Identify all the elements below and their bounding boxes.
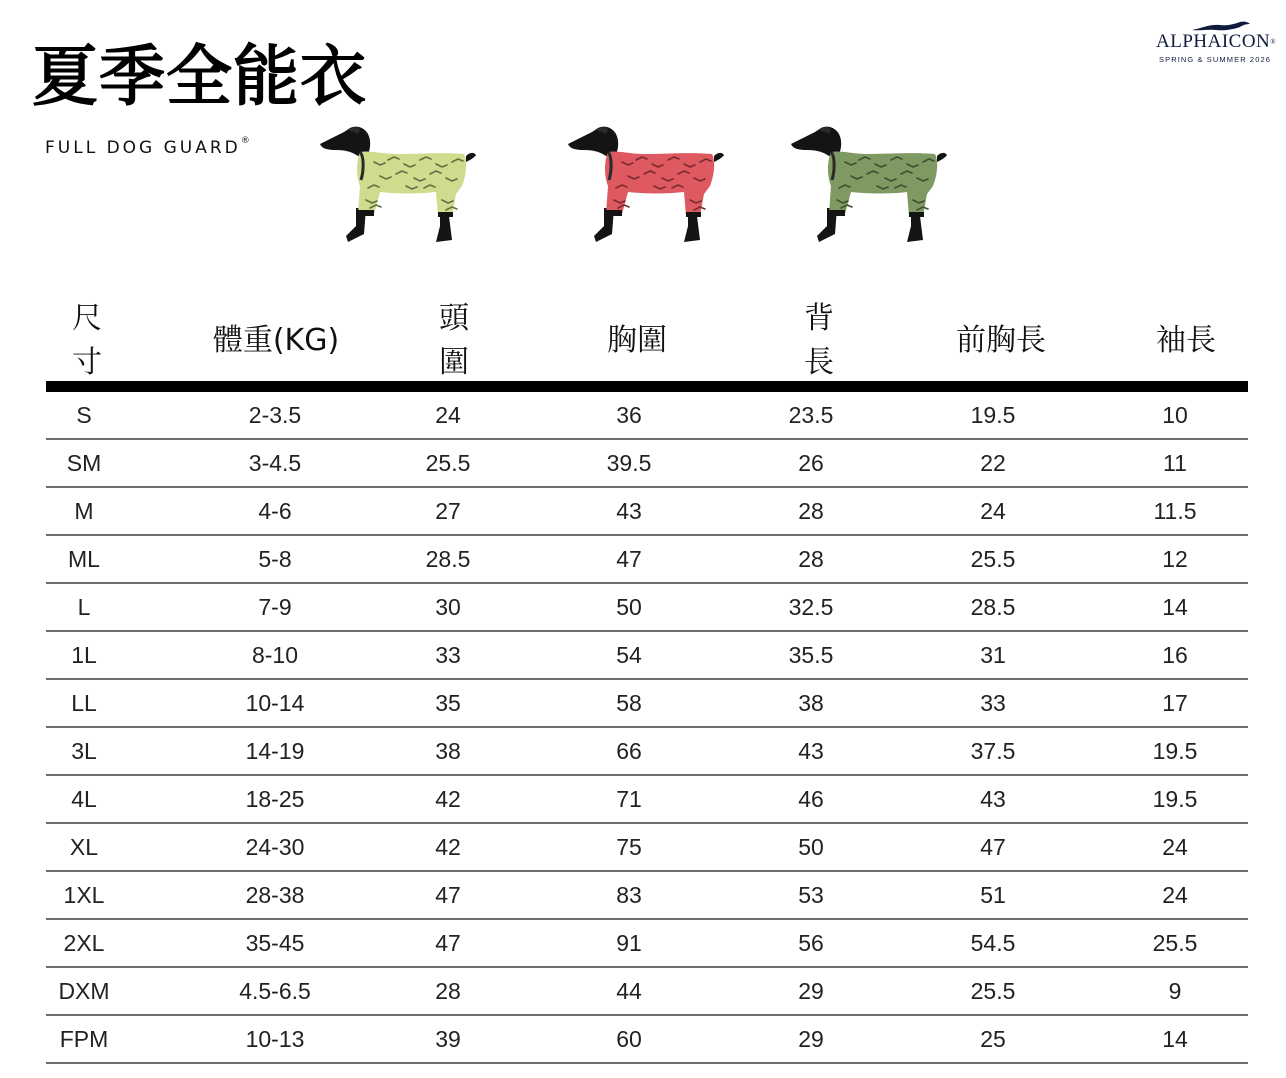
- head-cell: 25.5: [420, 439, 476, 487]
- size-chart-body: [46, 387, 1248, 1064]
- front-chest-length-cell: 19.5: [838, 387, 1148, 440]
- back-length-cell: 53: [784, 871, 838, 919]
- sleeve-length-cell: 16: [1129, 631, 1221, 679]
- dog-mannequin-icon: [566, 122, 726, 246]
- front-chest-length-cell: 33: [838, 679, 1148, 727]
- table-row: [46, 679, 1248, 727]
- head-cell: 27: [420, 487, 476, 535]
- back-length-cell: 28: [784, 535, 838, 583]
- table-row: [46, 1015, 1248, 1063]
- sleeve-length-cell: 25.5: [1129, 919, 1221, 967]
- chest-cell: 66: [474, 727, 784, 775]
- head-cell: 47: [420, 871, 476, 919]
- column-header-weight: 體重(KG): [126, 293, 426, 387]
- sleeve-length-cell: 12: [1129, 535, 1221, 583]
- size-cell: XL: [44, 823, 124, 871]
- weight-cell: 4.5-6.5: [125, 967, 425, 1015]
- front-chest-length-cell: 43: [838, 775, 1148, 823]
- chest-cell: 83: [474, 871, 784, 919]
- table-row: [46, 439, 1248, 487]
- column-header-size: 尺寸: [46, 293, 126, 387]
- back-length-cell: 38: [784, 679, 838, 727]
- table-row: [46, 727, 1248, 775]
- size-cell: M: [44, 487, 124, 535]
- product-photo-1: [318, 122, 478, 246]
- weight-cell: 35-45: [125, 919, 425, 967]
- size-cell: SM: [44, 439, 124, 487]
- table-row: [46, 967, 1248, 1015]
- weight-cell: 14-19: [125, 727, 425, 775]
- table-row: [46, 535, 1248, 583]
- dog-mannequin-icon: [789, 122, 949, 246]
- table-row: [46, 823, 1248, 871]
- sleeve-length-cell: 14: [1129, 1015, 1221, 1063]
- dog-mannequin-icon: [318, 122, 478, 246]
- table-row: [46, 871, 1248, 919]
- weight-cell: 10-14: [125, 679, 425, 727]
- column-header-chest: 胸圍: [482, 293, 792, 387]
- chest-cell: 60: [474, 1015, 784, 1063]
- back-length-cell: 32.5: [784, 583, 838, 631]
- chest-cell: 36: [474, 387, 784, 440]
- chest-cell: 54: [474, 631, 784, 679]
- chest-cell: 75: [474, 823, 784, 871]
- column-header-front-chest-length: 前胸長: [846, 293, 1156, 387]
- size-cell: L: [44, 583, 124, 631]
- back-length-cell: 56: [784, 919, 838, 967]
- chest-cell: 43: [474, 487, 784, 535]
- weight-cell: 10-13: [125, 1015, 425, 1063]
- chest-cell: 44: [474, 967, 784, 1015]
- head-cell: 28.5: [420, 535, 476, 583]
- back-length-cell: 50: [784, 823, 838, 871]
- page-title: 夏季全能衣: [32, 38, 367, 115]
- head-cell: 24: [420, 387, 476, 440]
- front-chest-length-cell: 25: [838, 1015, 1148, 1063]
- weight-cell: 3-4.5: [125, 439, 425, 487]
- sleeve-length-cell: 9: [1129, 967, 1221, 1015]
- weight-cell: 28-38: [125, 871, 425, 919]
- table-row: [46, 487, 1248, 535]
- sleeve-length-cell: 19.5: [1129, 727, 1221, 775]
- head-cell: 42: [420, 823, 476, 871]
- back-length-cell: 43: [784, 727, 838, 775]
- column-header-head: 頭圍: [426, 293, 482, 387]
- column-header-sleeve-length: 袖長: [1156, 293, 1248, 387]
- size-cell: ML: [44, 535, 124, 583]
- sleeve-length-cell: 17: [1129, 679, 1221, 727]
- back-length-cell: 28: [784, 487, 838, 535]
- table-row: [46, 583, 1248, 631]
- size-cell: S: [44, 387, 124, 440]
- size-chart-table: [46, 293, 1248, 1064]
- front-chest-length-cell: 31: [838, 631, 1148, 679]
- head-cell: 47: [420, 919, 476, 967]
- weight-cell: 5-8: [125, 535, 425, 583]
- sleeve-length-cell: 24: [1129, 823, 1221, 871]
- brand-name: [1156, 31, 1277, 52]
- size-cell: 2XL: [44, 919, 124, 967]
- back-length-cell: 23.5: [784, 387, 838, 440]
- size-cell: 4L: [44, 775, 124, 823]
- weight-cell: 4-6: [125, 487, 425, 535]
- sleeve-length-cell: 10: [1129, 387, 1221, 440]
- brand-season: SPRING & SUMMER 2026: [1158, 55, 1272, 64]
- table-row: [46, 387, 1248, 440]
- back-length-cell: 46: [784, 775, 838, 823]
- brand-name-text: ALPHAICON: [1156, 31, 1271, 52]
- weight-cell: 18-25: [125, 775, 425, 823]
- front-chest-length-cell: 51: [838, 871, 1148, 919]
- head-cell: 33: [420, 631, 476, 679]
- registered-mark: ®: [240, 136, 250, 146]
- weight-cell: 24-30: [125, 823, 425, 871]
- front-chest-length-cell: 24: [838, 487, 1148, 535]
- sleeve-length-cell: 14: [1129, 583, 1221, 631]
- back-length-cell: 29: [784, 967, 838, 1015]
- weight-cell: 2-3.5: [125, 387, 425, 440]
- front-chest-length-cell: 54.5: [838, 919, 1148, 967]
- weight-cell: 7-9: [125, 583, 425, 631]
- back-length-cell: 35.5: [784, 631, 838, 679]
- size-cell: 1XL: [44, 871, 124, 919]
- sleeve-length-cell: 11.5: [1129, 487, 1221, 535]
- chest-cell: 91: [474, 919, 784, 967]
- brand-logo: [1156, 20, 1277, 64]
- front-chest-length-cell: 25.5: [838, 967, 1148, 1015]
- back-length-cell: 29: [784, 1015, 838, 1063]
- size-cell: FPM: [44, 1015, 124, 1063]
- chest-cell: 39.5: [474, 439, 784, 487]
- front-chest-length-cell: 37.5: [838, 727, 1148, 775]
- front-chest-length-cell: 25.5: [838, 535, 1148, 583]
- table-row: [46, 631, 1248, 679]
- size-cell: DXM: [44, 967, 124, 1015]
- subtitle-text: FULL DOG GUARD: [45, 138, 241, 158]
- front-chest-length-cell: 28.5: [838, 583, 1148, 631]
- sleeve-length-cell: 24: [1129, 871, 1221, 919]
- size-cell: 1L: [44, 631, 124, 679]
- product-photo-3: [789, 122, 949, 246]
- head-cell: 28: [420, 967, 476, 1015]
- brand-registered-mark: ®: [1270, 38, 1277, 46]
- product-photo-2: [566, 122, 726, 246]
- chest-cell: 71: [474, 775, 784, 823]
- chest-cell: 47: [474, 535, 784, 583]
- table-row: [46, 775, 1248, 823]
- front-chest-length-cell: 22: [838, 439, 1148, 487]
- size-chart-header: [46, 293, 1248, 387]
- front-chest-length-cell: 47: [838, 823, 1148, 871]
- sleeve-length-cell: 19.5: [1129, 775, 1221, 823]
- table-row: [46, 919, 1248, 967]
- column-header-back-length: 背長: [792, 293, 846, 387]
- chest-cell: 50: [474, 583, 784, 631]
- chest-cell: 58: [474, 679, 784, 727]
- size-cell: LL: [44, 679, 124, 727]
- weight-cell: 8-10: [125, 631, 425, 679]
- product-subtitle: [45, 138, 250, 158]
- head-cell: 30: [420, 583, 476, 631]
- head-cell: 35: [420, 679, 476, 727]
- head-cell: 38: [420, 727, 476, 775]
- sleeve-length-cell: 11: [1129, 439, 1221, 487]
- back-length-cell: 26: [784, 439, 838, 487]
- size-cell: 3L: [44, 727, 124, 775]
- head-cell: 39: [420, 1015, 476, 1063]
- head-cell: 42: [420, 775, 476, 823]
